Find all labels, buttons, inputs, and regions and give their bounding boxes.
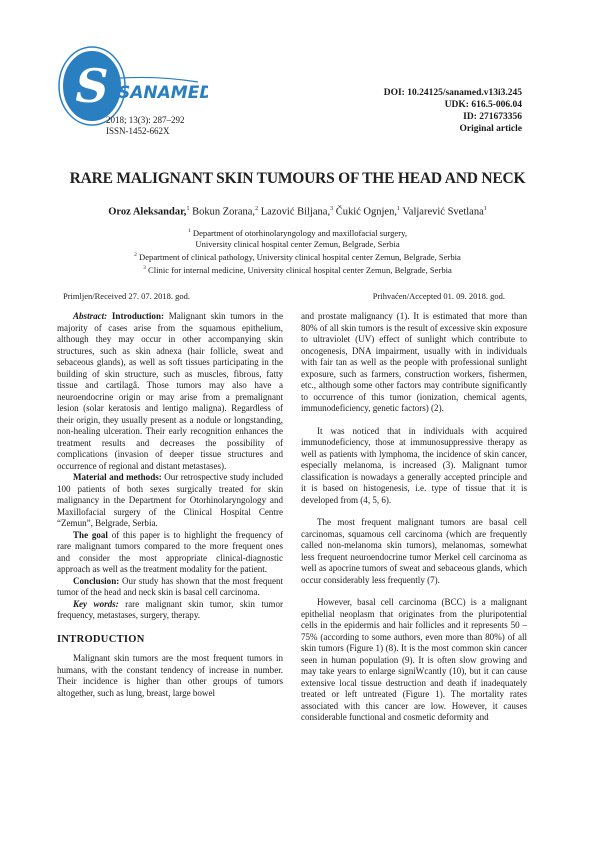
goal-text: of this paper is to highlight the frequency of rare malignant tumors compared to the more frequent ones and consider the most appropriate clinical-diagnostic approach as well as the treatment modality for the patient. — [57, 529, 283, 574]
author-name: Čukić Ognjen, — [335, 206, 397, 218]
abstract-label: Abstract: — [73, 311, 108, 321]
doi: DOI: 10.24125/sanamed.v13i3.245 — [383, 88, 522, 98]
author-affil-sup: 1 — [483, 206, 487, 212]
affiliation-2: $^2$ Department of clinical pathology, University clinical hospital center Zemun, Belgrade, Serbia — [134, 251, 461, 262]
goal-label: The goal — [73, 529, 108, 540]
affiliation-3: $^3$ Clinic for internal medicine, University clinical hospital center Zemun, Belgrade, Serbia — [143, 264, 452, 275]
article-dates — [63, 291, 505, 301]
author-affil-sup: 1 — [396, 206, 400, 212]
author-affil-sup: 1 — [186, 206, 190, 212]
body-paragraph: The most frequent malignant tumors are basal cell carcinomas, squamous cell carcinoma (which are frequently called non-melanoma skin tumors), melanomas, somewhat less frequent neuroendocrine tumor Merkel cell carcinoma as well as apocrine tumors of sweat and sebaceous glands, which occur considerably less frequently (7). — [301, 517, 527, 585]
left-column — [57, 311, 283, 699]
author-affil-sup: 2 — [255, 206, 259, 212]
intro-label: Introduction: — [111, 311, 165, 321]
affiliations — [0, 226, 595, 276]
article-type: Original article — [459, 124, 522, 134]
abstract-keywords — [57, 599, 283, 622]
udk: UDK: 616.5-006.04 — [444, 100, 522, 110]
conclusion-label: Conclusion: — [73, 575, 120, 586]
journal-meta — [106, 115, 185, 137]
body-paragraph: However, basal cell carcinoma (BCC) is a malignant epithelial neoplasm that originates from the pluripotential cells in the epidermis and hair follicles and it represents 50 –75% (according to some authors, even more than 80%) of all skin tumors (Figure 1) (8). It is the most common skin cancer seen in human population (9). It is often slow growing and may take years to enlarge signiWcantly (10), but it can cause extensive local tissue destruction and death if inadequately treated or left untreated (Figure 1). The mortality rates associated with this cancer are low. However, it causes considerable functional and cosmetic deformity and — [301, 597, 527, 722]
introduction-paragraph: Malignant skin tumors are the most frequent tumors in humans, with the constant tendency of increase in number. Their incidence is higher than other groups of tumors altogether, such as lung, breast, large bowel — [57, 653, 283, 698]
right-column — [301, 311, 527, 724]
introduction-heading: INTRODUCTION — [57, 633, 145, 645]
body-paragraph: and prostate malignancy (1). It is estimated that more than 80% of all skin tumors is the result of excessive skin exposure to ultraviolet (UV) effect of sunlight which contribute to oncogenesis, DNA impairment, usually with in individuals with fair tan as well as the people with professional sunlight exposure, such as farmers, construction workers, fishermen, etc., although some other factors may contribute significantly to occurrence of this tumor (ionization, chemical agents, immunodeficiency, genetic factors) (2). — [301, 311, 527, 413]
affiliation-1: $^1$ Department of otorhinolaryngology and maxillofacial surgery, — [188, 227, 407, 238]
affiliation-1-line2: University clinical hospital center Zemun, Belgrade, Serbia — [195, 238, 400, 249]
author-name: Bokun Zorana, — [192, 206, 256, 218]
conclusion-text: Our study has shown that the most frequent tumor of the head and neck skin is basal cell carcinoma. — [57, 575, 283, 597]
author-name: Valjarević Svetlana — [402, 206, 484, 218]
journal-issue: 2018; 13(3): 287–292 — [106, 115, 185, 125]
methods-label: Material and methods: — [73, 472, 162, 482]
abstract-methods — [57, 472, 283, 530]
body-paragraph: It was noticed that in individuals with acquired immunodeficiency, those at immunosuppressive therapy as well as patients with lymphoma, the incidence of skin cancer, especially melanoma, is increased (3). Malignant tumor classification is nowadays a generally accepted principle and it is based on histogenesis, i.e. type of tissue that it is developed from (4, 5, 6). — [301, 425, 527, 505]
journal-issn: ISSN-1452-662X — [106, 126, 170, 136]
logo-wordmark: SANAMED — [118, 83, 208, 103]
abstract-goal — [57, 530, 283, 576]
author-name: Lazović Biljana, — [260, 206, 331, 218]
methods-text: Our retrospective study included 100 patients of both sexes surgically treated for skin malignancy in the Department for Otorhinolaryngology and Maxillofacial surgery of the Clinical Hospital Centre “Zemun”, Belgrade, Serbia. — [57, 472, 284, 528]
accepted-date: Prihvaćen/Accepted 01. 09. 2018. god. — [372, 291, 505, 301]
abstract-introduction — [57, 311, 283, 472]
received-date: Primljen/Received 27. 07. 2018. god. — [63, 291, 191, 301]
keywords-text: rare malignant skin tumor, skin tumor frequency, metastases, surgery, therapy. — [57, 598, 283, 620]
svg-text:S: S — [75, 59, 109, 113]
author-list — [0, 206, 595, 218]
author-name: Oroz Aleksandar, — [108, 206, 187, 218]
author-affil-sup: 3 — [330, 206, 334, 212]
article-title: RARE MALIGNANT SKIN TUMOURS OF THE HEAD AND NECK — [69, 170, 526, 187]
article-id: ID: 271673356 — [463, 112, 522, 122]
article-identifiers — [384, 87, 522, 135]
intro-text: Malignant skin tumors in the majority of cases arise from the squamous epithelium, although they may occur in other accompanying skin structures, such as skin adnexa (hair follicle, sweat and sebaceous glands), as well as soft tissues participating in the building of skin structure, such as muscles, fibrous, fatty tissue and cartilagâ. Those tumors may also have a neuroendocrine origin or may arise from a premalignant lesion (solar keratosis and lentigo maligna). Regardless of their origin, they usually present as a nodule or longstanding, non-healing ulceration. Their early recognition enhances the treatment results and decreases the possibility of complications (invasion of deeper tissue structures and occurrence of regional and distant metastases). — [57, 311, 283, 471]
abstract-conclusion — [57, 576, 283, 599]
keywords-label: Key words: — [73, 598, 119, 609]
